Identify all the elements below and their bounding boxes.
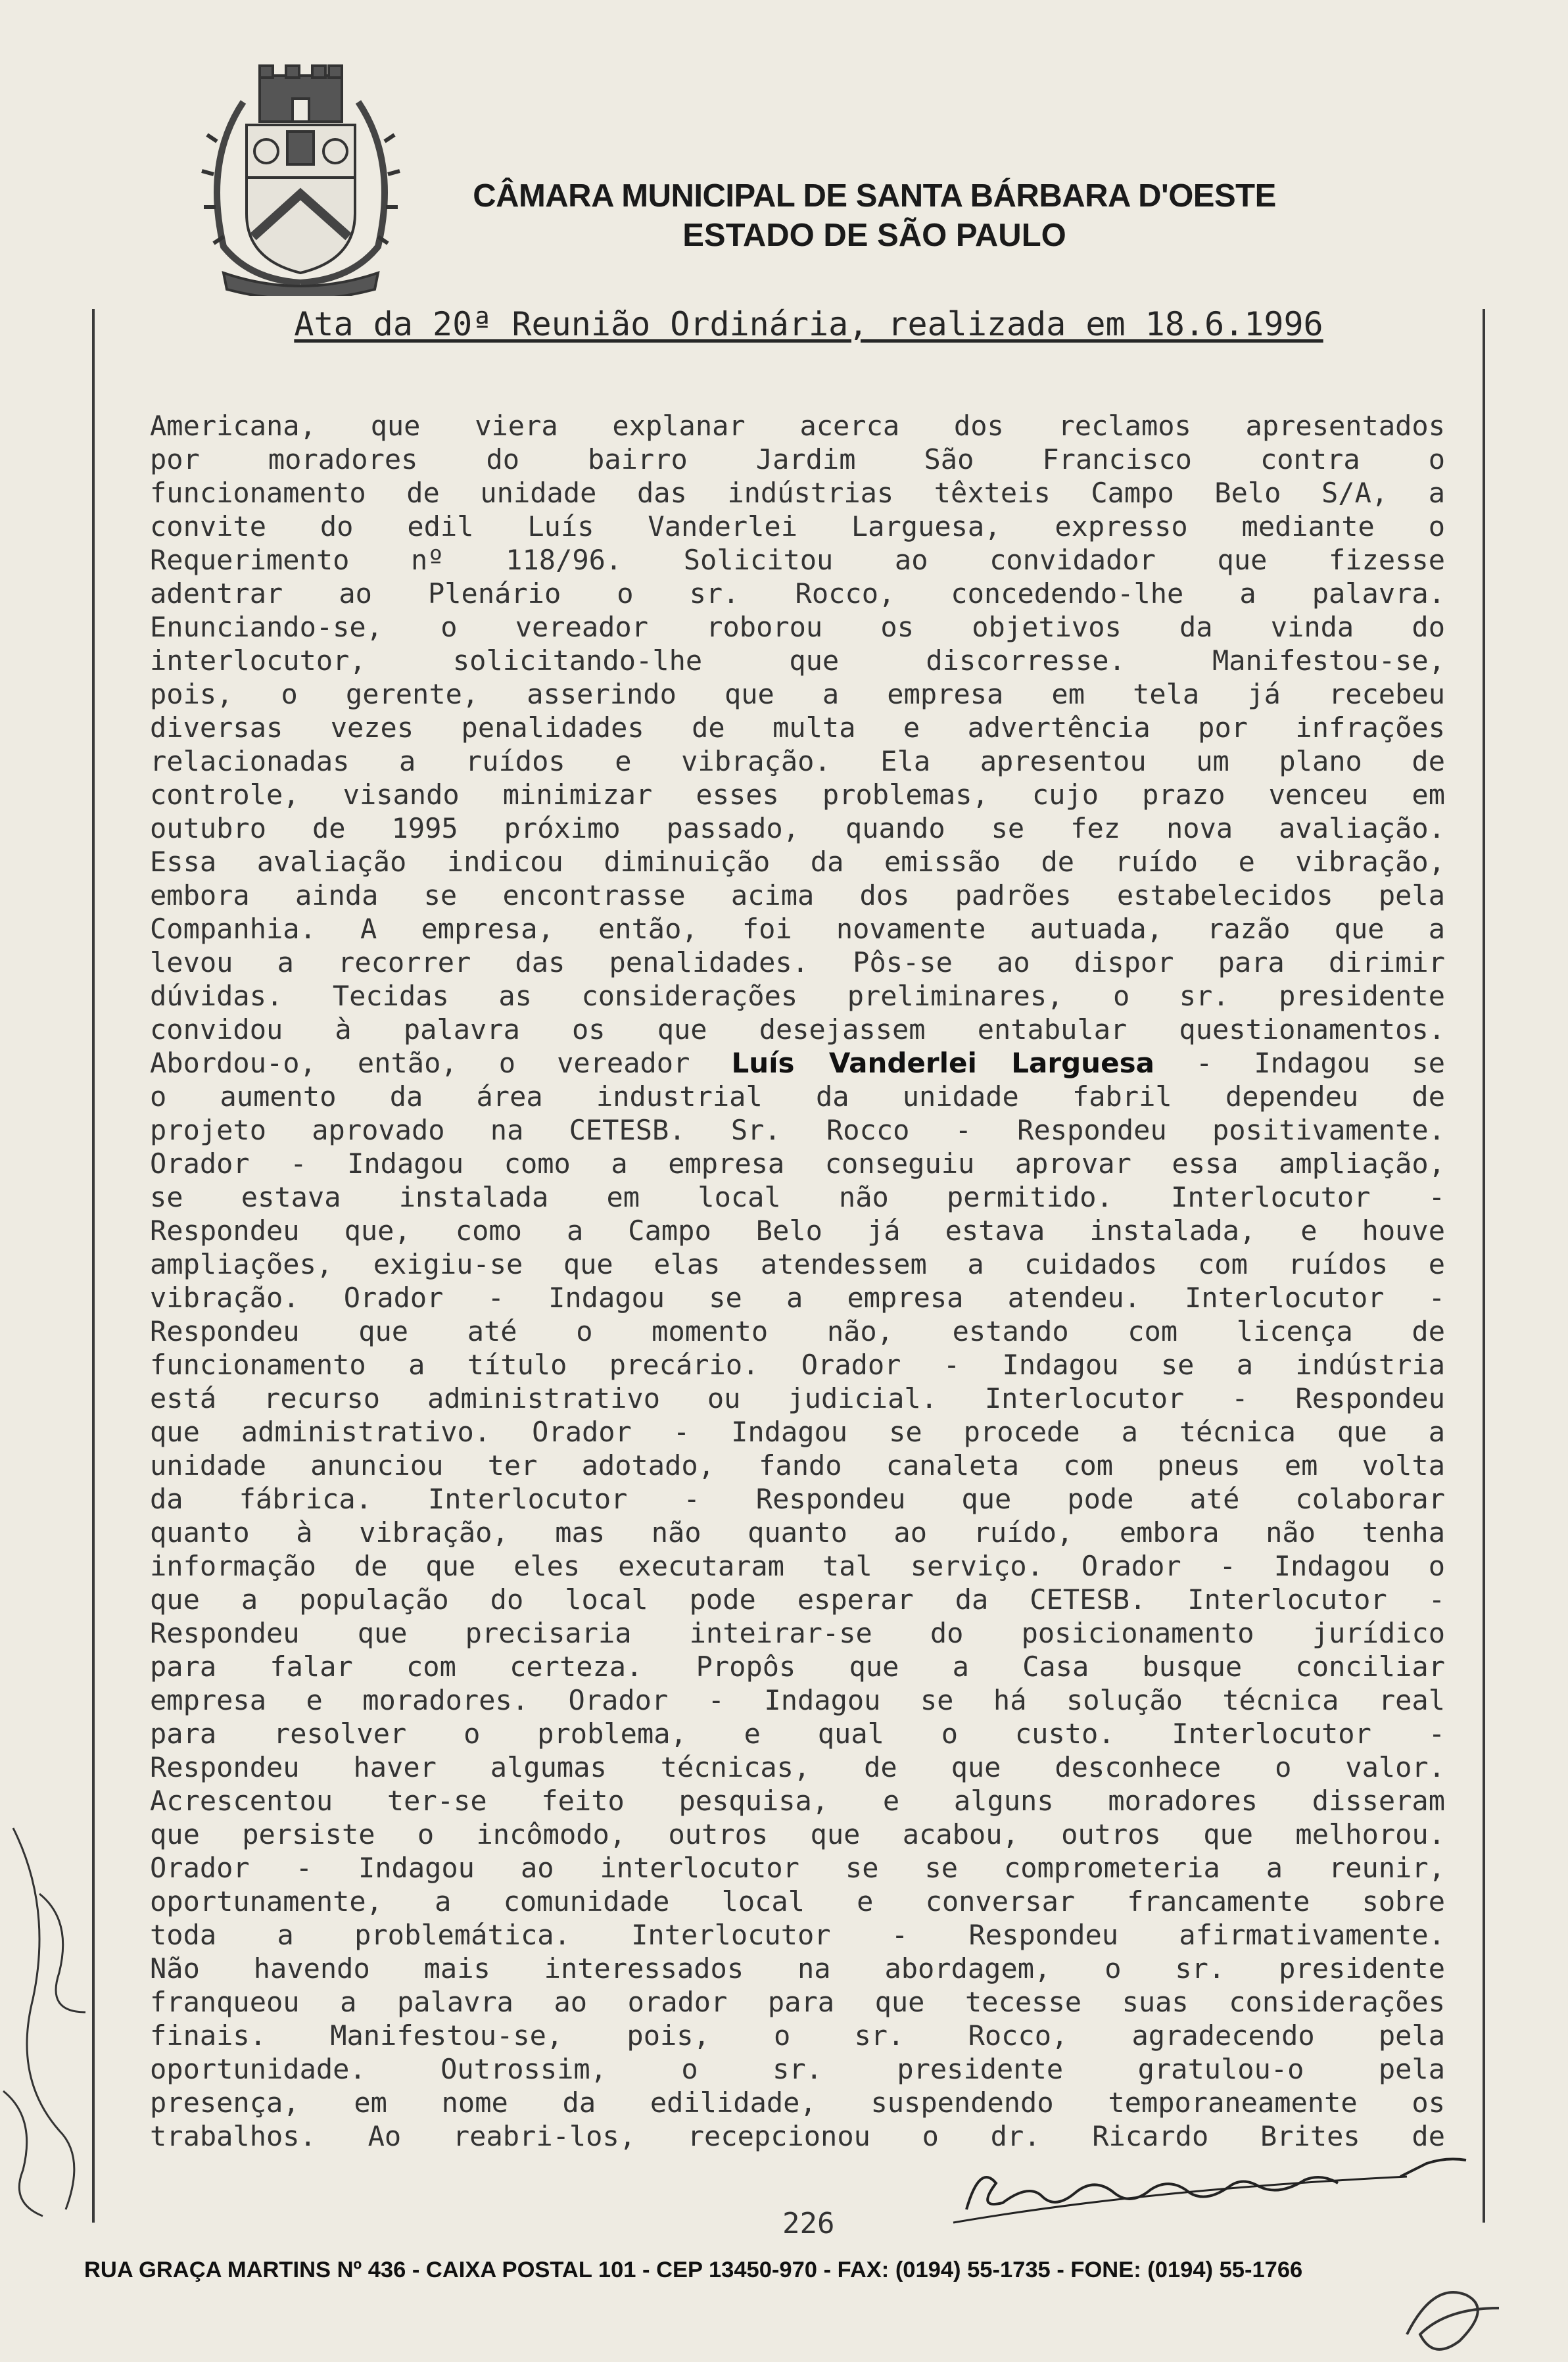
minutes-line: quanto à vibração, mas não quanto ao ruído, embora não tenha xyxy=(150,1516,1445,1549)
minutes-line: oportunidade. Outrossim, o sr. presidente gratulou-o pela xyxy=(150,2053,1445,2085)
minutes-line: para falar com certeza. Propôs que a Casa busque conciliar xyxy=(150,1651,1445,1683)
minutes-line: Abordou-o, então, o vereador Luís Vanderlei Larguesa - Indagou se xyxy=(150,1047,1445,1079)
minutes-line: Orador - Indagou como a empresa conseguiu aprovar essa ampliação, xyxy=(150,1147,1445,1180)
minutes-line: por moradores do bairro Jardim São Francisco contra o xyxy=(150,443,1445,475)
minutes-title: Ata da 20ª Reunião Ordinária, realizada em 18.6.1996 xyxy=(294,305,1323,343)
councilman-name: Luís Vanderlei Larguesa xyxy=(731,1047,1154,1079)
minutes-line: Companhia. A empresa, então, foi novamente autuada, razão que a xyxy=(150,913,1445,945)
minutes-line: Orador - Indagou ao interlocutor se se comprometeria a reunir, xyxy=(150,1852,1445,1884)
minutes-line: interlocutor, solicitando-lhe que discorresse. Manifestou-se, xyxy=(150,644,1445,677)
minutes-line: se estava instalada em local não permitido. Interlocutor - xyxy=(150,1181,1445,1213)
signature-initials-bottom xyxy=(947,2150,1492,2236)
minutes-line: levou a recorrer das penalidades. Pôs-se ao dispor para dirimir xyxy=(150,946,1445,978)
minutes-line: funcionamento a título precário. Orador - Indagou se a indústria xyxy=(150,1349,1445,1381)
minutes-line: que persiste o incômodo, outros que acabou, outros que melhorou. xyxy=(150,1818,1445,1850)
minutes-line: empresa e moradores. Orador - Indagou se há solução técnica real xyxy=(150,1684,1445,1716)
minutes-line: Não havendo mais interessados na abordagem, o sr. presidente xyxy=(150,1952,1445,1985)
minutes-line: convite do edil Luís Vanderlei Larguesa, expresso mediante o xyxy=(150,510,1445,542)
minutes-line: funcionamento de unidade das indústrias têxteis Campo Belo S/A, a xyxy=(150,477,1445,509)
minutes-line: relacionadas a ruídos e vibração. Ela apresentou um plano de xyxy=(150,745,1445,777)
right-margin-rule xyxy=(1483,309,1485,2223)
minutes-line: dúvidas. Tecidas as considerações preliminares, o sr. presidente xyxy=(150,980,1445,1012)
minutes-line: o aumento da área industrial da unidade fabril dependeu de xyxy=(150,1080,1445,1113)
minutes-body xyxy=(150,409,1445,2153)
institution-name: CÂMARA MUNICIPAL DE SANTA BÁRBARA D'OESTE xyxy=(473,178,1276,214)
minutes-line: presença, em nome da edilidade, suspendendo temporaneamente os xyxy=(150,2086,1445,2119)
minutes-line: controle, visando minimizar esses problemas, cujo prazo venceu em xyxy=(150,779,1445,811)
minutes-line: outubro de 1995 próximo passado, quando se fez nova avaliação. xyxy=(150,812,1445,844)
minutes-line: projeto aprovado na CETESB. Sr. Rocco - Respondeu positivamente. xyxy=(150,1114,1445,1146)
minutes-line: franqueou a palavra ao orador para que tecesse suas considerações xyxy=(150,1986,1445,2018)
minutes-line: Respondeu haver algumas técnicas, de que desconhece o valor. xyxy=(150,1751,1445,1783)
minutes-line: adentrar ao Plenário o sr. Rocco, concedendo-lhe a palavra. xyxy=(150,577,1445,610)
state-name: ESTADO DE SÃO PAULO xyxy=(682,218,1066,253)
minutes-line: pois, o gerente, asserindo que a empresa em tela já recebeu xyxy=(150,678,1445,710)
minutes-line: Requerimento nº 118/96. Solicitou ao convidador que fizesse xyxy=(150,544,1445,576)
minutes-line: toda a problemática. Interlocutor - Respondeu afirmativamente. xyxy=(150,1919,1445,1951)
page-number: 226 xyxy=(782,2207,835,2240)
minutes-line: oportunamente, a comunidade local e conversar francamente sobre xyxy=(150,1885,1445,1917)
signature-margin-left xyxy=(0,1815,99,2223)
minutes-line: Respondeu que até o momento não, estando com licença de xyxy=(150,1315,1445,1347)
minutes-line: diversas vezes penalidades de multa e advertência por infrações xyxy=(150,711,1445,744)
minutes-line: ampliações, exigiu-se que elas atendessem a cuidados com ruídos e xyxy=(150,1248,1445,1280)
minutes-line: Americana, que viera explanar acerca dos reclamos apresentados xyxy=(150,410,1445,442)
minutes-line: que a população do local pode esperar da CETESB. Interlocutor - xyxy=(150,1583,1445,1616)
minutes-line: da fábrica. Interlocutor - Respondeu que pode até colaborar xyxy=(150,1483,1445,1515)
minutes-line: Respondeu que, como a Campo Belo já estava instalada, e houve xyxy=(150,1215,1445,1247)
minutes-line: trabalhos. Ao reabri-los, recepcionou o dr. Ricardo Brites de xyxy=(150,2120,1445,2152)
minutes-line: informação de que eles executaram tal serviço. Orador - Indagou o xyxy=(150,1550,1445,1582)
minutes-line: que administrativo. Orador - Indagou se procede a técnica que a xyxy=(150,1416,1445,1448)
minutes-line: convidou à palavra os que desejassem entabular questionamentos. xyxy=(150,1013,1445,1046)
minutes-line: Essa avaliação indicou diminuição da emissão de ruído e vibração, xyxy=(150,846,1445,878)
minutes-line: Respondeu que precisaria inteirar-se do posicionamento jurídico xyxy=(150,1617,1445,1649)
minutes-line: vibração. Orador - Indagou se a empresa atendeu. Interlocutor - xyxy=(150,1282,1445,1314)
minutes-line: Enunciando-se, o vereador roborou os objetivos da vinda do xyxy=(150,611,1445,643)
letterhead xyxy=(408,176,1341,255)
minutes-line: Acrescentou ter-se feito pesquisa, e alguns moradores disseram xyxy=(150,1785,1445,1817)
minutes-line: está recurso administrativo ou judicial. Interlocutor - Respondeu xyxy=(150,1382,1445,1414)
minutes-line: unidade anunciou ter adotado, fando canaleta com pneus em volta xyxy=(150,1449,1445,1482)
letterhead-footer: RUA GRAÇA MARTINS Nº 436 - CAIXA POSTAL 101 - CEP 13450-970 - FAX: (0194) 55-1735 - FONE: (0194) 55-1766 xyxy=(84,2257,1303,2282)
minutes-line: para resolver o problema, e qual o custo. Interlocutor - xyxy=(150,1718,1445,1750)
minutes-line: embora ainda se encontrasse acima dos padrões estabelecidos pela xyxy=(150,879,1445,911)
minutes-line: finais. Manifestou-se, pois, o sr. Rocco, agradecendo pela xyxy=(150,2019,1445,2052)
coat-of-arms-icon xyxy=(197,62,404,296)
